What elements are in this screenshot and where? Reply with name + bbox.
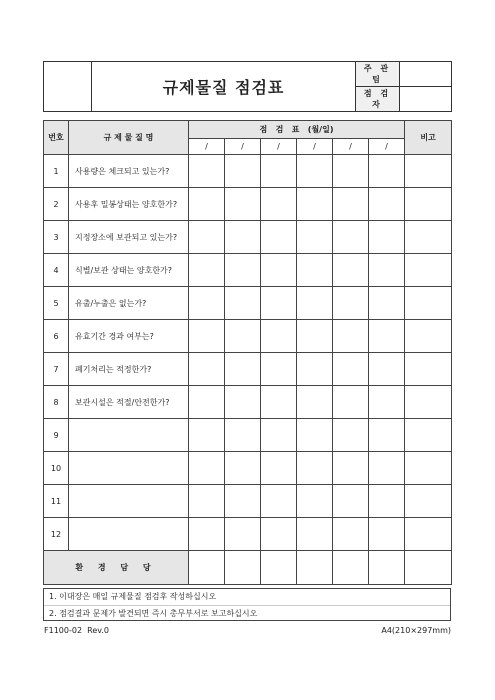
check-cell[interactable]: [225, 353, 261, 386]
column-header-number: 번호: [44, 121, 69, 155]
check-cell[interactable]: [261, 419, 297, 452]
check-cell[interactable]: [333, 155, 369, 188]
check-cell[interactable]: [333, 188, 369, 221]
check-cell[interactable]: [297, 155, 333, 188]
remark-cell[interactable]: [405, 419, 452, 452]
date-slot-6[interactable]: /: [369, 139, 405, 155]
row-number: 1: [44, 155, 69, 188]
page-title: 규제물질 점검표: [92, 62, 356, 112]
inspector-field[interactable]: [400, 87, 452, 112]
row-item: 보관시설은 적절/안전한가?: [69, 386, 189, 419]
check-cell[interactable]: [261, 518, 297, 551]
row-item: 사용후 밀봉상태는 양호한가?: [69, 188, 189, 221]
check-cell[interactable]: [369, 353, 405, 386]
date-slot-4[interactable]: /: [297, 139, 333, 155]
instructions-box: [43, 588, 451, 621]
environment-manager-label: 환 경 담 당: [44, 551, 189, 585]
check-cell[interactable]: [225, 155, 261, 188]
check-cell[interactable]: [333, 221, 369, 254]
check-cell[interactable]: [189, 386, 225, 419]
check-cell[interactable]: [189, 353, 225, 386]
remark-cell[interactable]: [405, 320, 452, 353]
row-number: 5: [44, 287, 69, 320]
inspector-label: 점 검 자: [356, 87, 400, 112]
check-cell[interactable]: [297, 485, 333, 518]
row-item: [69, 485, 189, 518]
remark-cell[interactable]: [405, 452, 452, 485]
remark-cell[interactable]: [405, 287, 452, 320]
table-row: [44, 155, 452, 188]
check-cell[interactable]: [369, 518, 405, 551]
row-number: 7: [44, 353, 69, 386]
check-cell[interactable]: [261, 155, 297, 188]
check-cell[interactable]: [189, 188, 225, 221]
check-cell[interactable]: [261, 188, 297, 221]
check-cell[interactable]: [261, 386, 297, 419]
row-item: 유출/누출은 없는가?: [69, 287, 189, 320]
row-item: 유효기간 경과 여부는?: [69, 320, 189, 353]
check-cell[interactable]: [297, 254, 333, 287]
signature-cell[interactable]: [297, 551, 333, 585]
row-item: 식별/보관 상태는 양호한가?: [69, 254, 189, 287]
check-cell[interactable]: [369, 188, 405, 221]
check-cell[interactable]: [225, 518, 261, 551]
column-header-check: 점 검 표 (월/일): [189, 121, 405, 139]
check-cell[interactable]: [261, 452, 297, 485]
remark-cell[interactable]: [405, 485, 452, 518]
check-cell[interactable]: [369, 287, 405, 320]
date-slot-2[interactable]: /: [225, 139, 261, 155]
remark-cell[interactable]: [405, 221, 452, 254]
check-cell[interactable]: [297, 452, 333, 485]
instruction-note-1: 1. 이대장은 매일 규제물질 점검후 작성하십시오: [49, 592, 217, 601]
check-cell[interactable]: [261, 485, 297, 518]
signature-cell[interactable]: [333, 551, 369, 585]
date-slot-5[interactable]: /: [333, 139, 369, 155]
remark-cell[interactable]: [405, 155, 452, 188]
row-item: [69, 518, 189, 551]
table-row: [44, 353, 452, 386]
remark-cell[interactable]: [405, 386, 452, 419]
row-number: 12: [44, 518, 69, 551]
check-cell[interactable]: [189, 155, 225, 188]
row-item: 지정장소에 보관되고 있는가?: [69, 221, 189, 254]
signature-cell[interactable]: [225, 551, 261, 585]
signature-remark-cell[interactable]: [405, 551, 452, 585]
table-row: [44, 188, 452, 221]
check-cell[interactable]: [333, 254, 369, 287]
table-row: [44, 287, 452, 320]
check-cell[interactable]: [225, 320, 261, 353]
form-code: F1100-02 Rev.0: [44, 626, 109, 635]
check-cell[interactable]: [225, 386, 261, 419]
check-cell[interactable]: [189, 452, 225, 485]
row-number: 10: [44, 452, 69, 485]
check-cell[interactable]: [297, 419, 333, 452]
check-cell[interactable]: [225, 452, 261, 485]
check-cell[interactable]: [189, 518, 225, 551]
check-cell[interactable]: [297, 386, 333, 419]
check-cell[interactable]: [333, 518, 369, 551]
check-cell[interactable]: [369, 221, 405, 254]
row-number: 9: [44, 419, 69, 452]
check-cell[interactable]: [261, 254, 297, 287]
table-row: [44, 320, 452, 353]
check-cell[interactable]: [369, 452, 405, 485]
table-row: [44, 254, 452, 287]
check-cell[interactable]: [297, 320, 333, 353]
check-cell[interactable]: [225, 419, 261, 452]
table-row: [44, 419, 452, 452]
column-header-item: 규 제 물 질 명: [69, 121, 189, 155]
row-number: 11: [44, 485, 69, 518]
check-cell[interactable]: [333, 452, 369, 485]
check-cell[interactable]: [297, 353, 333, 386]
manager-label: 주 관 팀: [356, 62, 400, 87]
signature-cell[interactable]: [261, 551, 297, 585]
remark-cell[interactable]: [405, 353, 452, 386]
check-cell[interactable]: [189, 254, 225, 287]
table-row: [44, 221, 452, 254]
check-cell[interactable]: [369, 386, 405, 419]
check-cell[interactable]: [225, 254, 261, 287]
table-row: [44, 485, 452, 518]
check-cell[interactable]: [333, 485, 369, 518]
check-cell[interactable]: [369, 485, 405, 518]
manager-field[interactable]: [400, 62, 452, 87]
remark-cell[interactable]: [405, 254, 452, 287]
row-number: 8: [44, 386, 69, 419]
check-cell[interactable]: [369, 419, 405, 452]
check-cell[interactable]: [189, 320, 225, 353]
remark-cell[interactable]: [405, 518, 452, 551]
signature-cell[interactable]: [369, 551, 405, 585]
check-cell[interactable]: [261, 221, 297, 254]
check-cell[interactable]: [297, 221, 333, 254]
row-item: 폐기처리는 적정한가?: [69, 353, 189, 386]
row-number: 4: [44, 254, 69, 287]
column-header-remark: 비고: [405, 121, 452, 155]
row-item: [69, 452, 189, 485]
date-slot-1[interactable]: /: [189, 139, 225, 155]
signature-cell[interactable]: [189, 551, 225, 585]
check-cell[interactable]: [225, 188, 261, 221]
check-cell[interactable]: [225, 485, 261, 518]
remark-cell[interactable]: [405, 188, 452, 221]
check-cell[interactable]: [333, 353, 369, 386]
row-number: 6: [44, 320, 69, 353]
table-row: [44, 518, 452, 551]
check-cell[interactable]: [297, 188, 333, 221]
check-cell[interactable]: [261, 320, 297, 353]
paper-size: A4(210×297mm): [381, 626, 451, 635]
check-cell[interactable]: [369, 320, 405, 353]
form-header: [43, 61, 452, 112]
row-number: 2: [44, 188, 69, 221]
check-cell[interactable]: [225, 287, 261, 320]
table-row: [44, 452, 452, 485]
check-cell[interactable]: [261, 353, 297, 386]
row-number: 3: [44, 221, 69, 254]
check-cell[interactable]: [333, 386, 369, 419]
instruction-note-2: 2. 점검결과 문제가 발견되면 즉시 총무부서로 보고하십시오: [44, 605, 450, 622]
checklist-table: [43, 120, 452, 585]
check-cell[interactable]: [225, 221, 261, 254]
row-item: [69, 419, 189, 452]
check-cell[interactable]: [189, 221, 225, 254]
date-slot-3[interactable]: /: [261, 139, 297, 155]
check-cell[interactable]: [333, 419, 369, 452]
check-cell[interactable]: [261, 287, 297, 320]
check-cell[interactable]: [333, 287, 369, 320]
check-cell[interactable]: [189, 485, 225, 518]
check-cell[interactable]: [333, 320, 369, 353]
check-cell[interactable]: [297, 518, 333, 551]
table-row: [44, 386, 452, 419]
row-item: 사용량은 체크되고 있는가?: [69, 155, 189, 188]
check-cell[interactable]: [189, 419, 225, 452]
check-cell[interactable]: [297, 287, 333, 320]
check-cell[interactable]: [189, 287, 225, 320]
check-cell[interactable]: [369, 155, 405, 188]
check-cell[interactable]: [369, 254, 405, 287]
logo-box: [44, 62, 92, 112]
